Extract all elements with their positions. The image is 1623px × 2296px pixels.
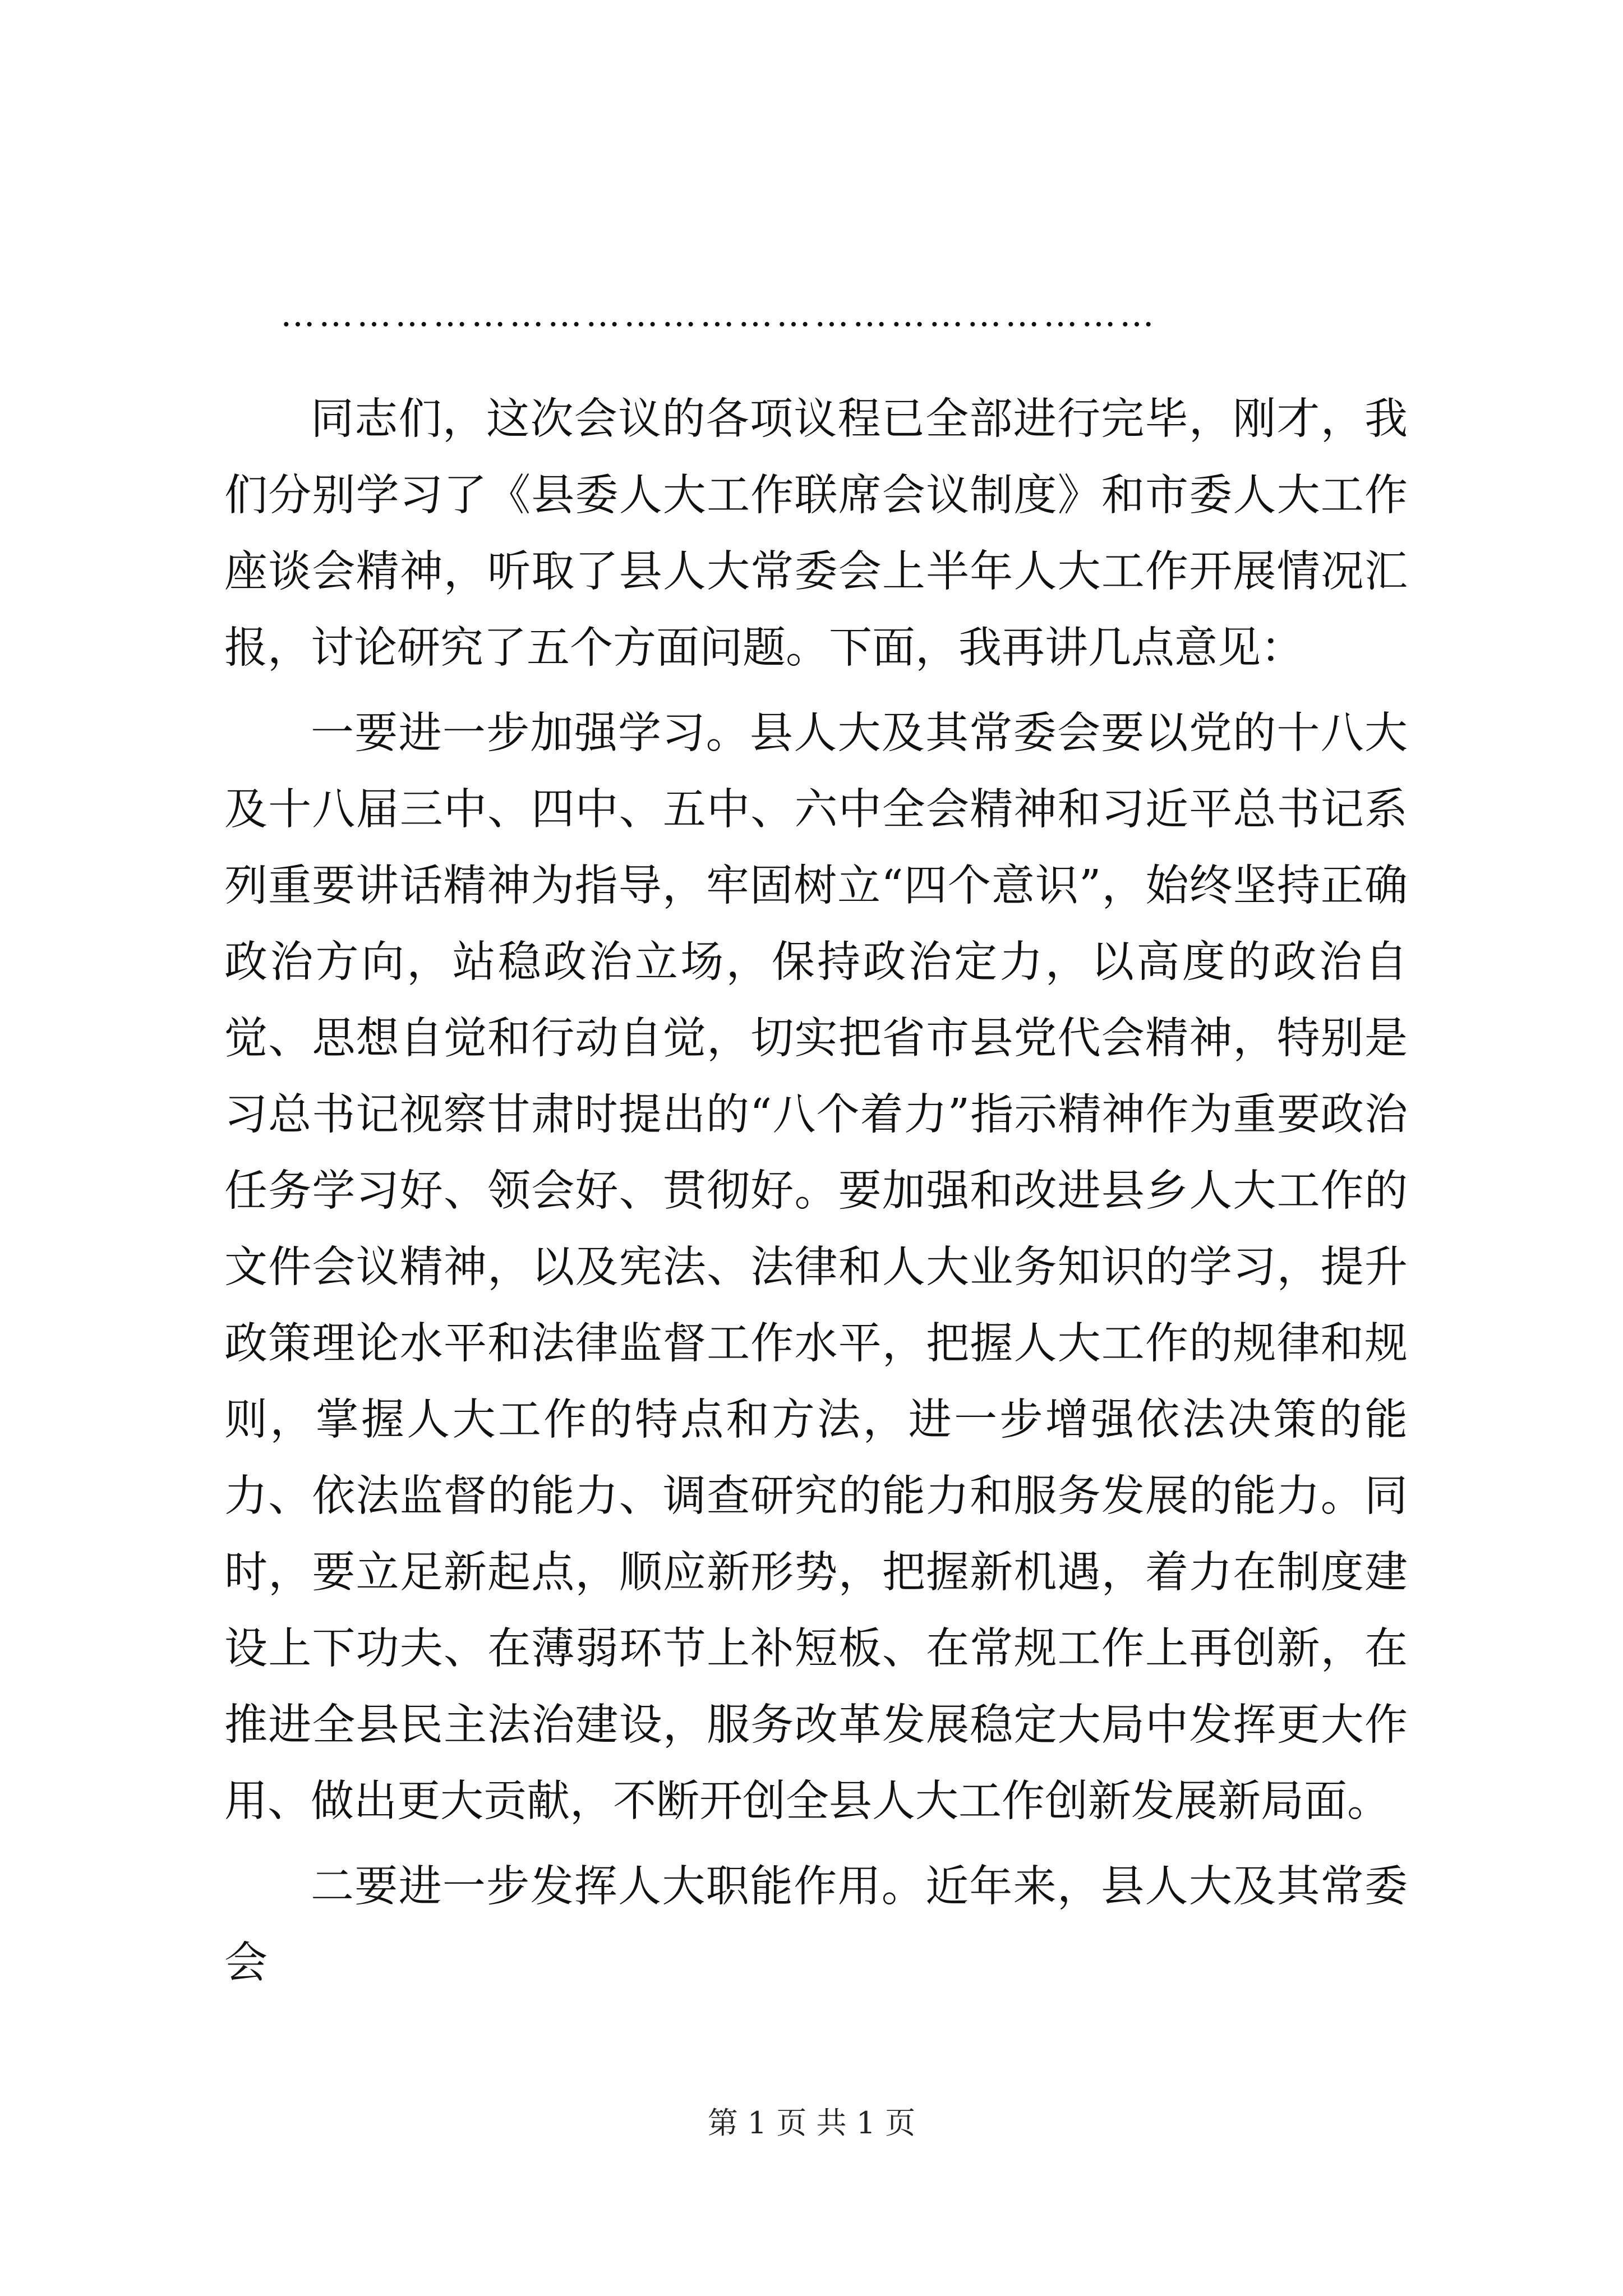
paragraph-point-one: 一要进一步加强学习。县人大及其常委会要以党的十八大及十八届三中、四中、五中、六中全会精神和习近平总书记系列重要讲话精神为指导，牢固树立“四个意识”，始终坚持正确政治方向，站稳政治立场，保持政治定力，以高度的政治自觉、思想自觉和行动自觉，切实把省市县党代会精神，特别是习总书记视察甘肃时提出的“八个着力”指示精神作为重要政治任务学习好、领会好、贯彻好。要加强和改进县乡人大工作的文件会议精神，以及宪法、法律和人大业务知识的学习，提升政策理论水平和法律监督工作水平，把握人大工作的规律和规则，掌握人大工作的特点和方法，进一步增强依法决策的能力、依法监督的能力、调查研究的能力和服务发展的能力。同时，要立足新起点，顺应新形势，把握新机遇，着力在制度建设上下功夫、在薄弱环节上补短板、在常规工作上再创新，在推进全县民主法治建设，服务改革发展稳定大局中发挥更大作用、做出更大贡献，不断开创全县人大工作创新发展新局面。 xyxy=(224,708,1408,1826)
page-footer: 第 1 页 共 1 页 xyxy=(707,2105,916,2141)
paragraph-point-two: 二要进一步发挥人大职能作用。近年来，县人大及其常委会 xyxy=(224,1862,1408,1988)
paragraph-intro: 同志们，这次会议的各项议程已全部进行完毕，刚才，我们分别学习了《县委人大工作联席会议制度》和市委人大工作座谈会精神，听取了县人大常委会上半年人大工作开展情况汇报，讨论研究了五个方面问题。下面，我再讲几点意见： xyxy=(224,394,1408,673)
body-text xyxy=(224,381,1408,2001)
dotted-separator: …………………………………………………………… xyxy=(280,297,1158,331)
